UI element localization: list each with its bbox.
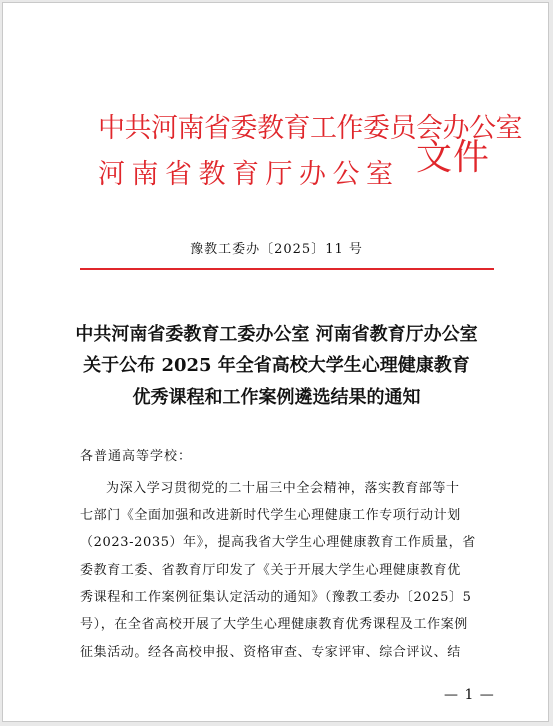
title-line-1: 中共河南省委教育工委办公室 河南省教育厅办公室 — [75, 324, 478, 345]
body-line: 委教育工委、省教育厅印发了《关于开展大学生心理健康教育优 — [80, 563, 461, 578]
body-line: 号），在全省高校开展了大学生心理健康教育优秀课程及工作案例 — [80, 617, 468, 632]
issuing-org-line-2: 河南省教育厅办公室 — [98, 159, 400, 190]
body-line: 征集活动。经各高校申报、资格审查、专家评审、综合评议、结 — [80, 645, 461, 660]
body-line: 七部门《全面加强和改进新时代学生心理健康工作专项行动计划 — [80, 508, 461, 523]
document-type-label: 文件 — [416, 137, 491, 178]
red-divider-line — [80, 268, 494, 270]
body-line: 为深入学习贯彻党的二十届三中全会精神，落实教育部等十 — [106, 481, 460, 496]
title-line-3: 优秀课程和工作案例遴选结果的通知 — [132, 387, 421, 408]
issuing-org-line-1: 中共河南省委教育工作委员会办公室 — [98, 113, 522, 144]
document-number: 豫教工委办〔2025〕11 号 — [190, 242, 363, 257]
document-page — [2, 2, 549, 722]
salutation: 各普通高等学校： — [80, 449, 193, 464]
page-number: — 1 — — [444, 687, 495, 703]
title-line-2: 关于公布 2025 年全省高校大学生心理健康教育 — [83, 355, 470, 376]
body-line: （2023-2035）年》，提高我省大学生心理健康教育工作质量，省 — [80, 535, 476, 550]
body-line: 秀课程和工作案例征集认定活动的通知》（豫教工委办〔2025〕5 — [80, 590, 472, 605]
